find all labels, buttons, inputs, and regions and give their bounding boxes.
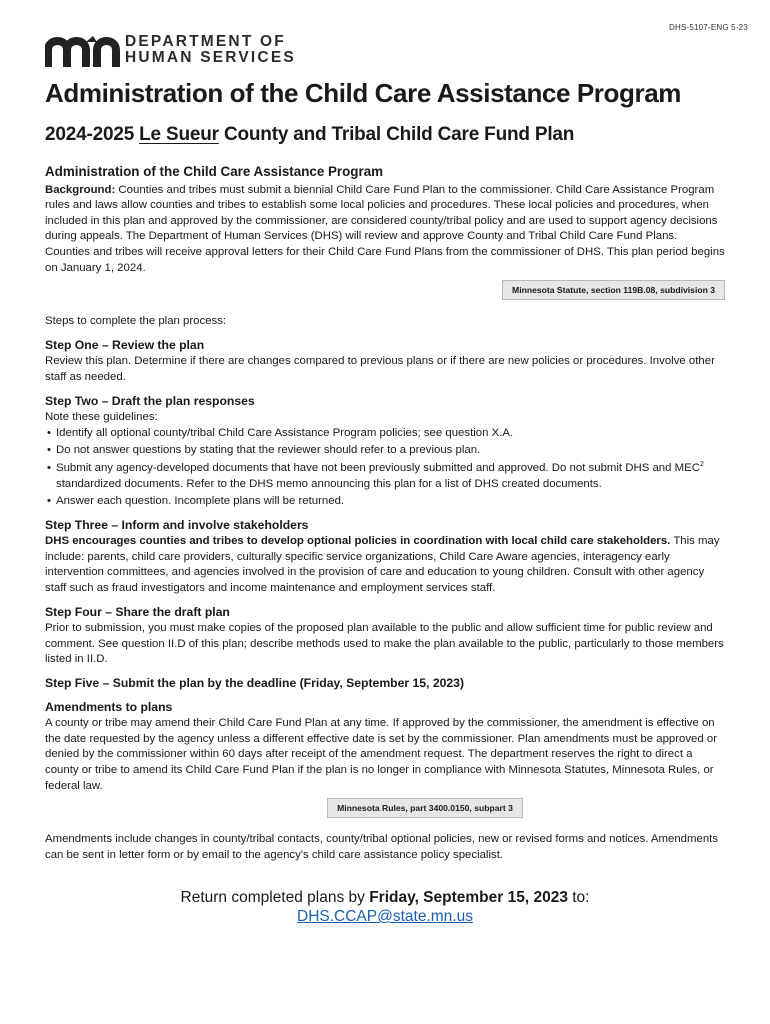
list-item bbox=[45, 443, 725, 459]
list-item bbox=[45, 426, 725, 442]
step-two-intro: Note these guidelines: bbox=[45, 411, 158, 424]
amendments-heading: Amendments to plans bbox=[45, 699, 173, 714]
step-one-text: Review this plan. Determine if there are changes compared to previous plans or if there are new policies or procedures. Involve other staff as needed. bbox=[45, 355, 715, 383]
bullet-icon: • bbox=[47, 495, 51, 508]
step-four-text: Prior to submission, you must make copies of the proposed plan available to the public and allow sufficient time for public review and comment. See question II.D of this plan; describe methods used to make the plan available to the public, particularly to those members listed in II.D. bbox=[45, 622, 724, 666]
step-three-text bbox=[45, 534, 725, 596]
footnote-marker: 2 bbox=[699, 461, 704, 469]
section-heading: Administration of the Child Care Assistance Program bbox=[45, 164, 384, 179]
step-three-emphasis: DHS encourages counties and tribes to develop optional policies in coordination with local child care stakeholders. bbox=[45, 535, 671, 548]
step-five-heading: Step Five – Submit the plan by the deadline (Friday, September 15, 2023) bbox=[45, 676, 465, 691]
background-text: Counties and tribes must submit a biennial Child Care Fund Plan to the commissioner. Child Care Assistance Program rules and laws allow counties and tribes to establish some local policies and procedures. These local policies and procedures, when included in this plan and approved by the commissioner, are considered county/tribal policy and are used to support agency decisions during appeals. The Department of Human Services (DHS) will review and approve County and Tribal Child Care Fund Plans. Counties and tribes will receive approval letters for their Child Care Fund Plans from the commissioner of DHS. This plan period begins on January 1, 2024. bbox=[45, 183, 725, 274]
plan-name: County and Tribal Child Care Fund Plan bbox=[223, 124, 575, 145]
background-label: Background: bbox=[45, 183, 116, 196]
guideline-text: Do not answer questions by stating that the reviewer should refer to a previous plan. bbox=[56, 444, 481, 457]
return-instructions bbox=[0, 888, 770, 926]
step-four-heading: Step Four – Share the draft plan bbox=[45, 604, 230, 619]
form-number: DHS-5107-ENG 5-23 bbox=[669, 23, 748, 32]
guideline-text: Identify all optional county/tribal Child Care Assistance Program policies; see question X.A. bbox=[56, 426, 514, 439]
county-name-field: Le Sueur bbox=[139, 124, 219, 145]
list-item bbox=[45, 494, 725, 510]
rules-citation: Minnesota Rules, part 3400.0150, subpart 3 bbox=[327, 798, 523, 818]
return-line bbox=[0, 888, 770, 907]
return-prefix: Return completed plans by bbox=[180, 889, 370, 906]
plan-years: 2024-2025 bbox=[45, 124, 135, 145]
step-three-body: This may include: parents, child care providers, culturally specific service organizations, Child Care Aware agencies, interagency early intervention committees, and agencies involved in the provision of care and education to young children. Consult with other agency staff such as fraud investigators and income maintenance and employment services staff. bbox=[45, 535, 720, 595]
steps-intro: Steps to complete the plan process: bbox=[45, 315, 227, 328]
return-suffix: to: bbox=[567, 889, 590, 906]
list-item bbox=[45, 461, 725, 492]
step-two-heading: Step Two – Draft the plan responses bbox=[45, 393, 255, 408]
amendments-note: Amendments include changes in county/tribal contacts, county/tribal optional policies, new or revised forms and notices. Amendments can be sent in letter form or by email to the agency's child care assistance policy specialist. bbox=[45, 833, 719, 861]
document-body bbox=[45, 164, 725, 863]
bullet-icon: • bbox=[47, 461, 51, 474]
logo-line-2: HUMAN SERVICES bbox=[125, 49, 296, 66]
guideline-text: Submit any agency-developed documents that have not been previously submitted and approved. Do not submit DHS and MEC bbox=[56, 461, 700, 474]
guideline-text: Answer each question. Incomplete plans will be returned. bbox=[56, 495, 345, 508]
bullet-icon: • bbox=[47, 444, 51, 457]
step-one-heading: Step One – Review the plan bbox=[45, 337, 205, 352]
citation-1-wrap bbox=[45, 280, 725, 300]
bullet-icon: • bbox=[47, 426, 51, 439]
document-title: Administration of the Child Care Assistance Program bbox=[45, 78, 681, 108]
statute-citation: Minnesota Statute, section 119B.08, subdivision 3 bbox=[502, 280, 725, 300]
citation-2-wrap bbox=[125, 798, 725, 818]
amendments-text: A county or tribe may amend their Child Care Fund Plan at any time. If approved by the commissioner, the amendment is effective on the date requested by the agency unless a different effective date is set by the commissioner. Plan amendments must be approved or denied by the commissioner within 60 days after receipt of the amendment request. The department reserves the right to direct a county or tribe to amend its Child Care Fund Plan if the plan is no longer in compliance with Minnesota Statutes, Minnesota Rules, or federal law. bbox=[45, 717, 718, 792]
step-three-heading: Step Three – Inform and involve stakeholders bbox=[45, 517, 309, 532]
plan-subtitle bbox=[45, 124, 574, 146]
guidelines-list bbox=[45, 426, 725, 510]
dhs-logo bbox=[45, 33, 296, 67]
email-link[interactable]: DHS.CCAP@state.mn.us bbox=[297, 908, 473, 925]
logo-line-1: DEPARTMENT OF bbox=[125, 33, 286, 50]
mn-state-logo-icon bbox=[45, 33, 121, 67]
logo-wordmark bbox=[125, 34, 296, 66]
return-deadline: Friday, September 15, 2023 bbox=[369, 889, 568, 906]
guideline-text-cont: standardized documents. Refer to the DHS memo announcing this plan for a list of DHS created documents. bbox=[56, 477, 602, 490]
background-paragraph bbox=[45, 183, 725, 277]
